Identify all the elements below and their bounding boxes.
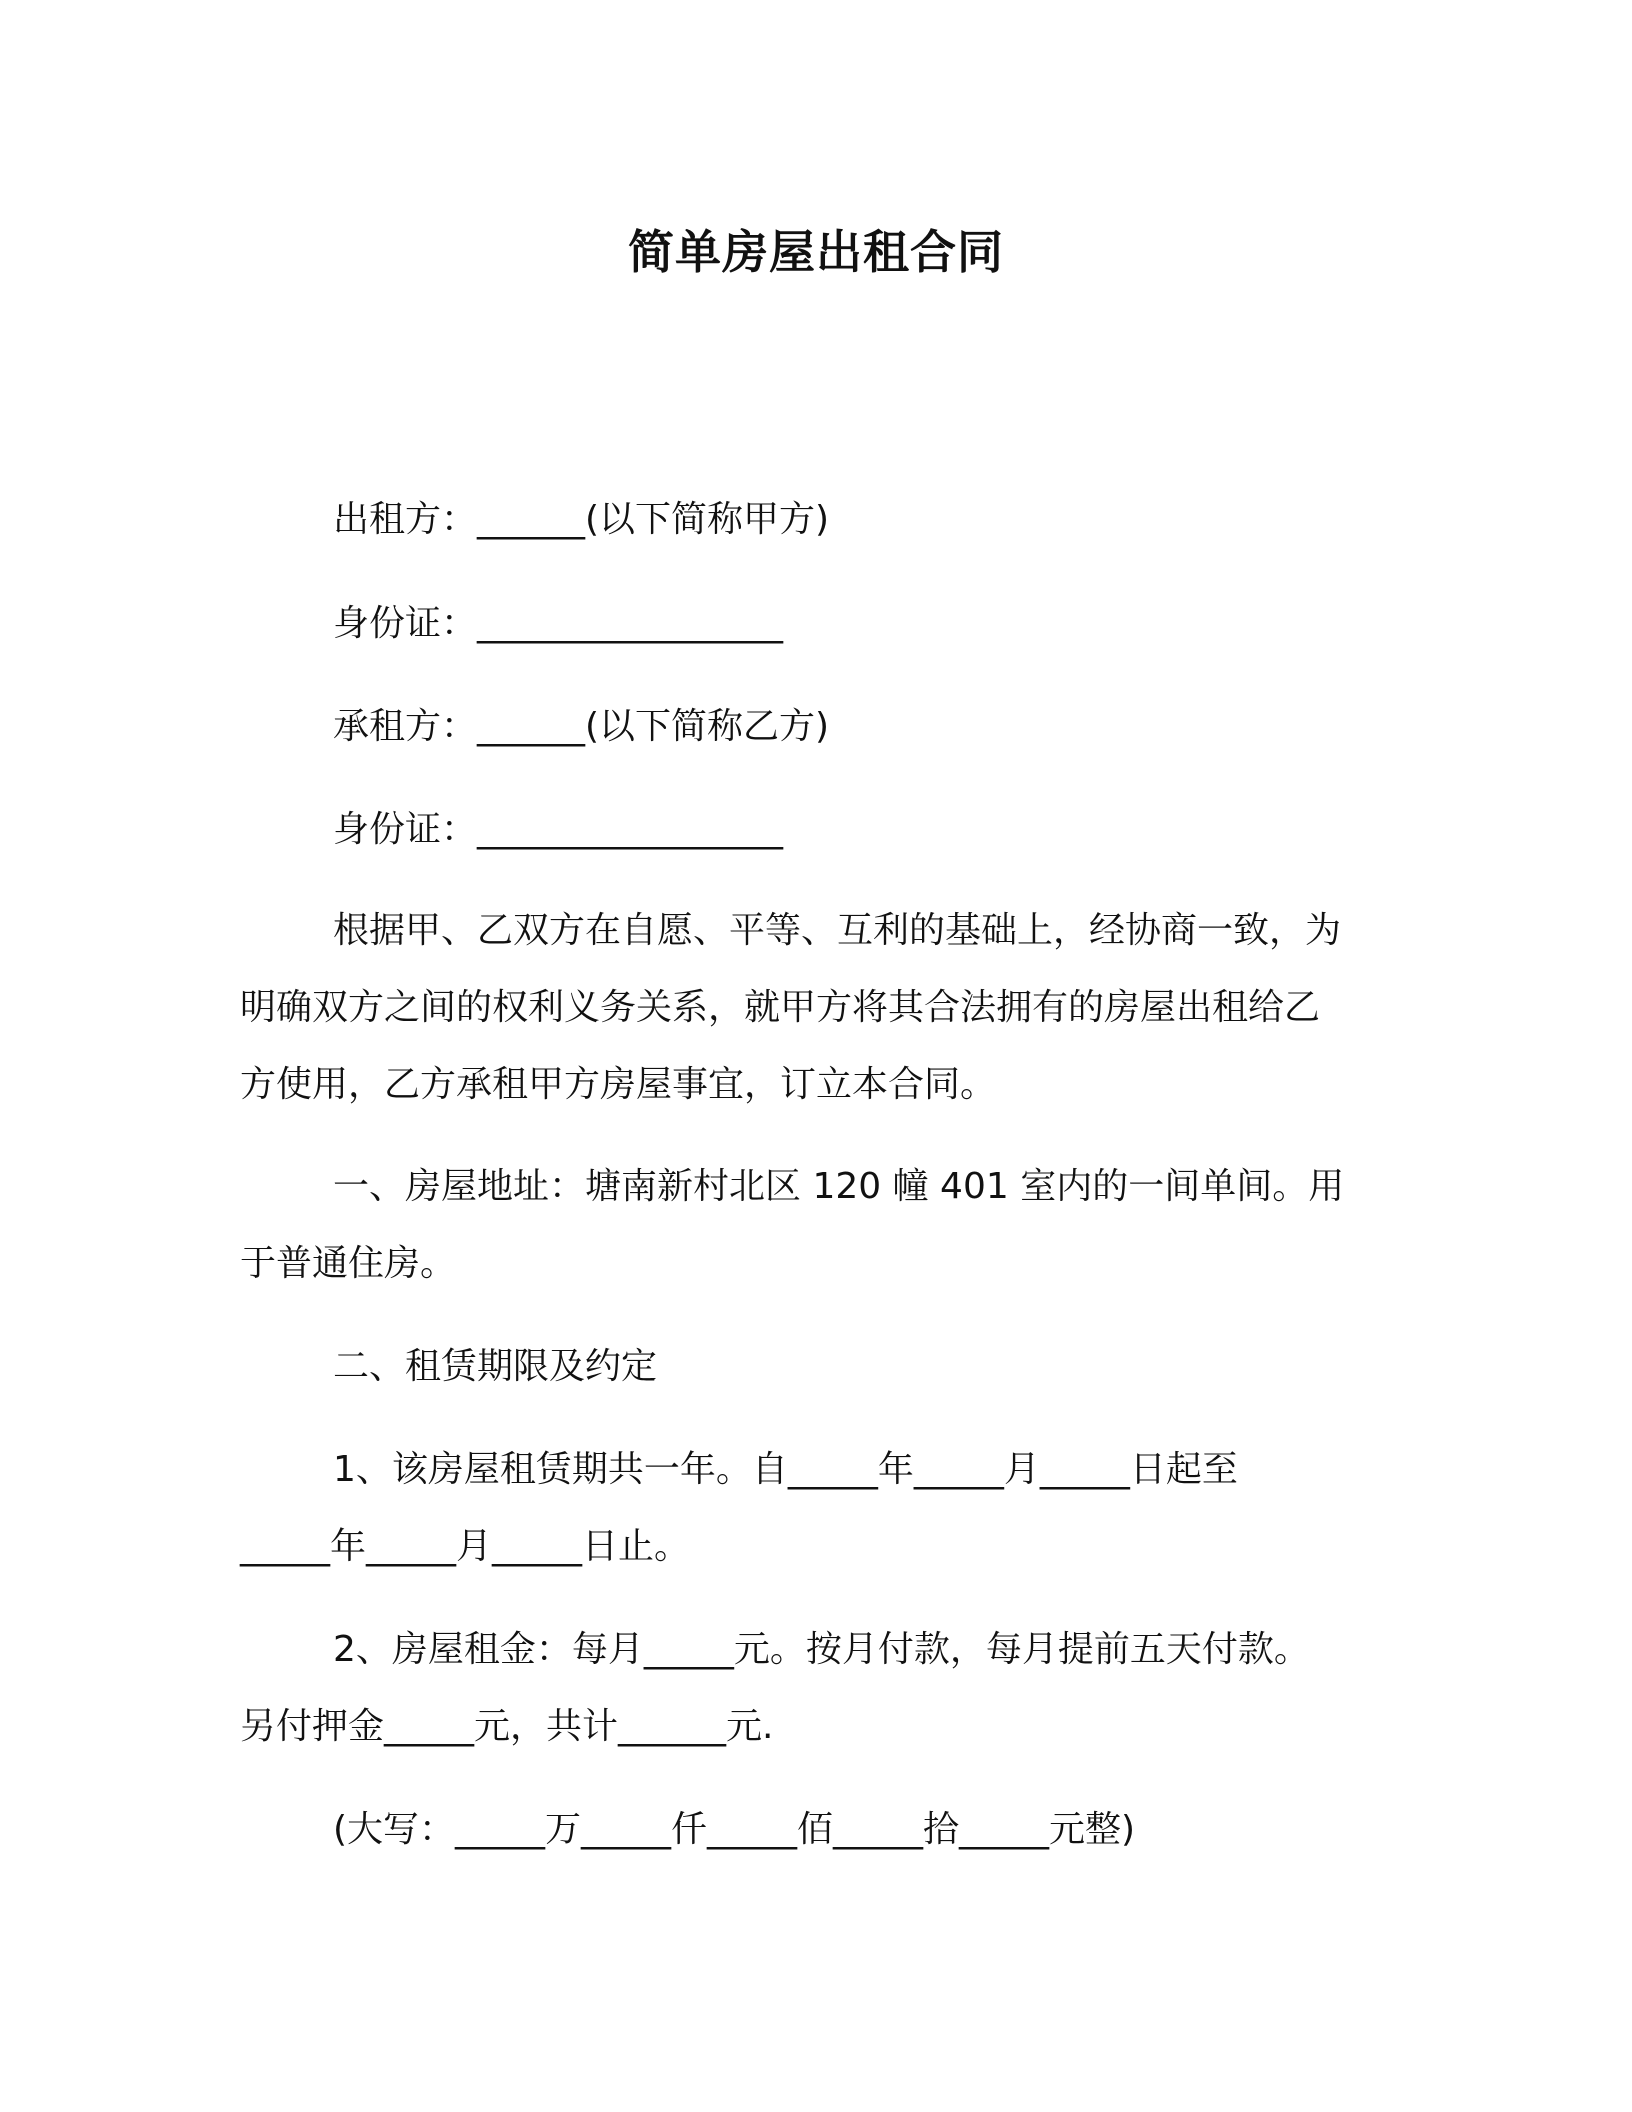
lessee-line: 承租方：______(以下简称乙方) bbox=[333, 706, 830, 747]
clause-2-heading: 二、租赁期限及约定 bbox=[333, 1346, 658, 1387]
preamble-line-3: 方使用，乙方承租甲方房屋事宜，订立本合同。 bbox=[240, 1064, 997, 1105]
term-line-2: _____年_____月_____日止。 bbox=[240, 1526, 691, 1567]
amount-in-words-line: (大写：_____万_____仟_____佰_____拾_____元整) bbox=[333, 1809, 1136, 1850]
rent-line-2: 另付押金_____元，共计______元. bbox=[240, 1706, 774, 1747]
preamble-line-2: 明确双方之间的权利义务关系，就甲方将其合法拥有的房屋出租给乙 bbox=[240, 987, 1321, 1028]
clause-1-line-1: 一、房屋地址：塘南新村北区 120 幢 401 室内的一间单间。用 bbox=[333, 1166, 1345, 1207]
preamble-line-1: 根据甲、乙双方在自愿、平等、互利的基础上，经协商一致，为 bbox=[333, 910, 1342, 951]
document-title: 简单房屋出租合同 bbox=[628, 225, 1004, 279]
clause-1-line-2: 于普通住房。 bbox=[240, 1243, 457, 1284]
rent-line-1: 2、房屋租金：每月_____元。按月付款，每月提前五天付款。 bbox=[333, 1629, 1310, 1670]
lessor-id-line: 身份证：_________________ bbox=[333, 603, 784, 644]
lessor-line: 出租方：______(以下简称甲方) bbox=[333, 499, 830, 540]
lessee-id-line: 身份证：_________________ bbox=[333, 809, 784, 850]
term-line-1: 1、该房屋租赁期共一年。自_____年_____月_____日起至 bbox=[333, 1449, 1238, 1490]
